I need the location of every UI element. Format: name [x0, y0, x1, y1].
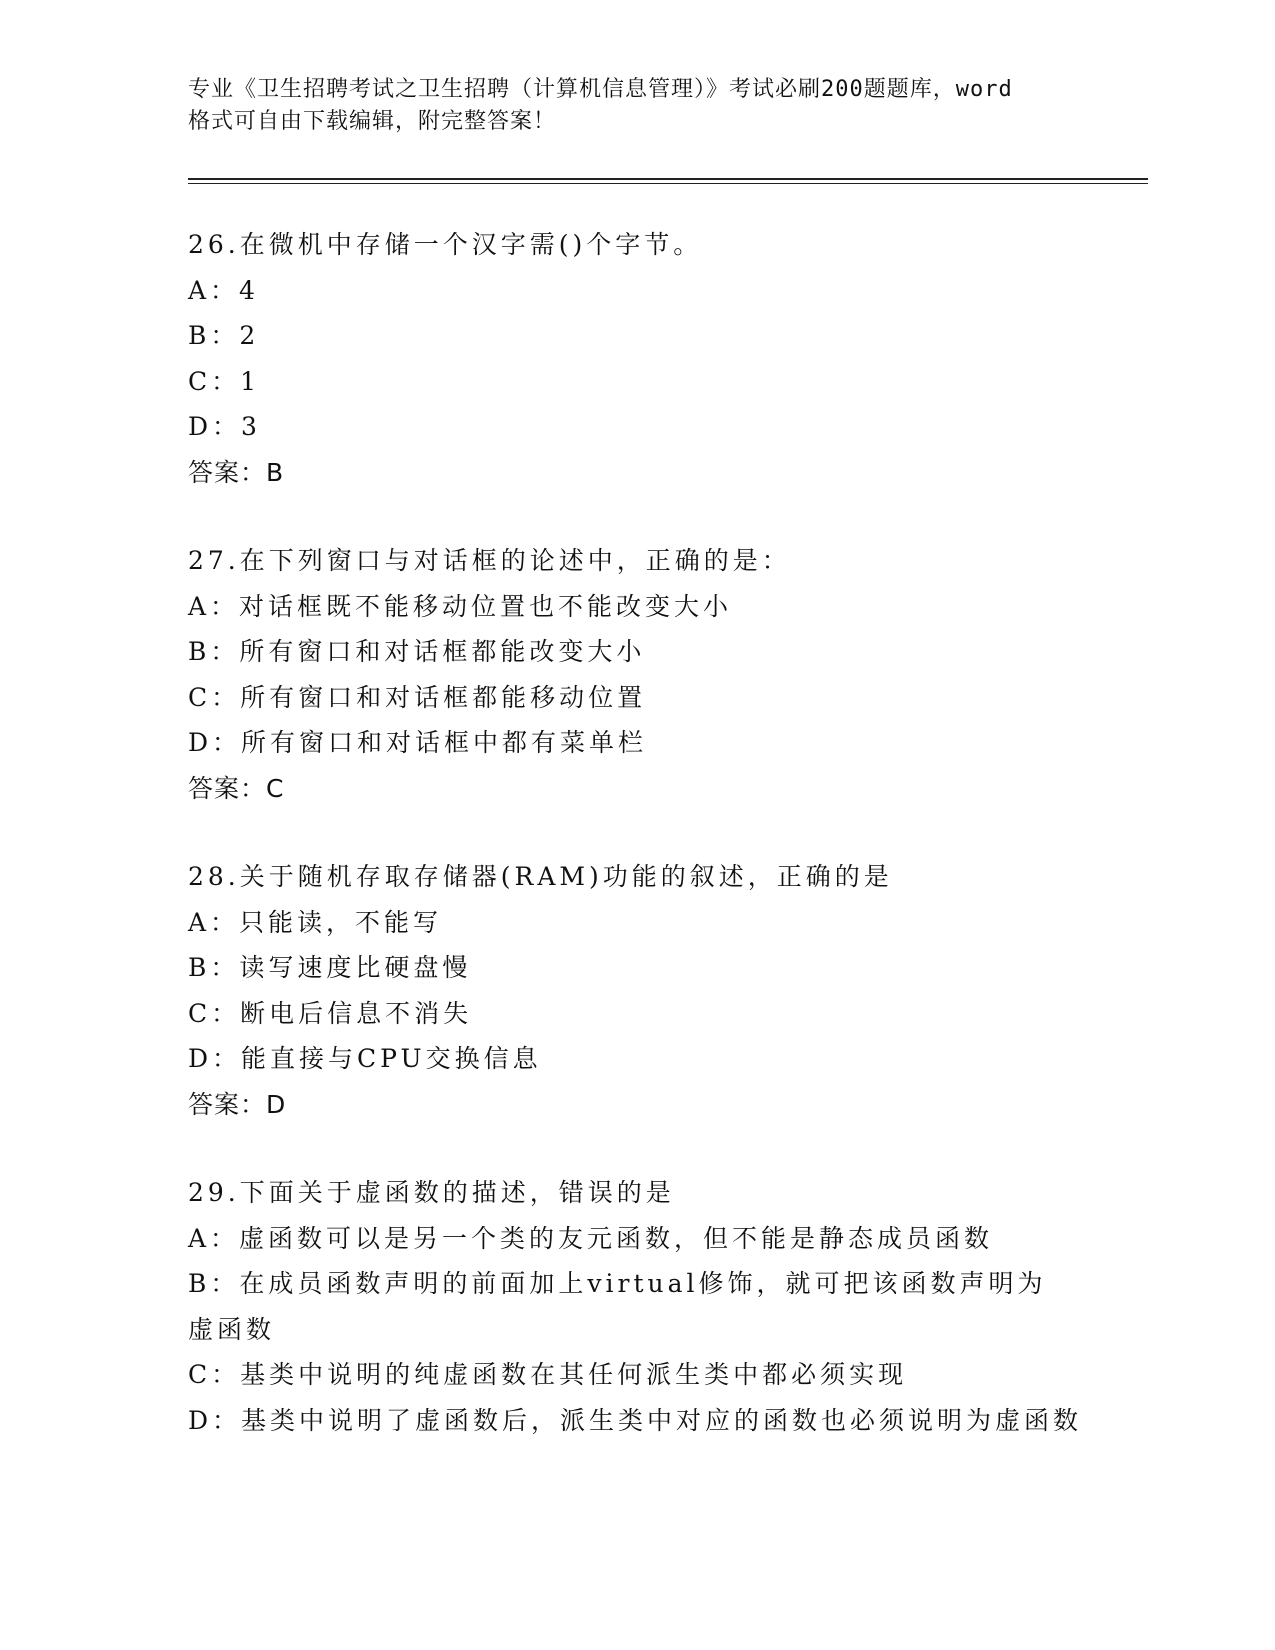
- question-stem: 28.关于随机存取存储器(RAM)功能的叙述，正确的是: [188, 862, 893, 891]
- option-c: C：断电后信息不消失: [188, 998, 473, 1028]
- option-d: D：基类中说明了虚函数后，派生类中对应的函数也必须说明为虚函数: [188, 1405, 1083, 1435]
- option-a: A：4: [188, 275, 259, 305]
- document-header: [188, 74, 1088, 138]
- header-divider: [188, 178, 1148, 180]
- question-27: [188, 538, 1088, 811]
- question-28: [188, 854, 1088, 1127]
- option-d: D：能直接与CPU交换信息: [188, 1044, 542, 1073]
- answer-label: 答案：C: [188, 773, 285, 803]
- option-c: C：基类中说明的纯虚函数在其任何派生类中都必须实现: [188, 1360, 908, 1389]
- option-d: D：3: [188, 412, 261, 441]
- option-a: A：虚函数可以是另一个类的友元函数，但不能是静态成员函数: [188, 1223, 994, 1253]
- option-b: B：读写速度比硬盘慢: [188, 953, 472, 982]
- option-a: A：对话框既不能移动位置也不能改变大小: [188, 591, 733, 621]
- option-a: A：只能读，不能写: [188, 907, 443, 937]
- header-line-1: 专业《卫生招聘考试之卫生招聘（计算机信息管理）》考试必刷200题题库，word: [188, 77, 1013, 102]
- question-stem: 27.在下列窗口与对话框的论述中，正确的是：: [188, 546, 791, 575]
- option-c: C：1: [188, 366, 261, 396]
- answer-label: 答案：D: [188, 1089, 287, 1119]
- question-29: [188, 1170, 1088, 1443]
- question-stem: 26.在微机中存储一个汉字需()个字节。: [188, 230, 703, 259]
- option-c: C：所有窗口和对话框都能移动位置: [188, 682, 647, 712]
- question-stem: 29.下面关于虚函数的描述，错误的是: [188, 1178, 675, 1207]
- option-b: B：2: [188, 321, 260, 350]
- header-divider-second: [188, 183, 1148, 184]
- option-d: D：所有窗口和对话框中都有菜单栏: [188, 728, 648, 757]
- answer-label: 答案：B: [188, 457, 285, 487]
- question-26: [188, 222, 1088, 495]
- header-line-2: 格式可自由下载编辑，附完整答案！: [188, 109, 557, 134]
- option-b: B：在成员函数声明的前面加上virtual修饰，就可把该函数声明为虚函数: [188, 1269, 1047, 1344]
- option-b: B：所有窗口和对话框都能改变大小: [188, 637, 646, 666]
